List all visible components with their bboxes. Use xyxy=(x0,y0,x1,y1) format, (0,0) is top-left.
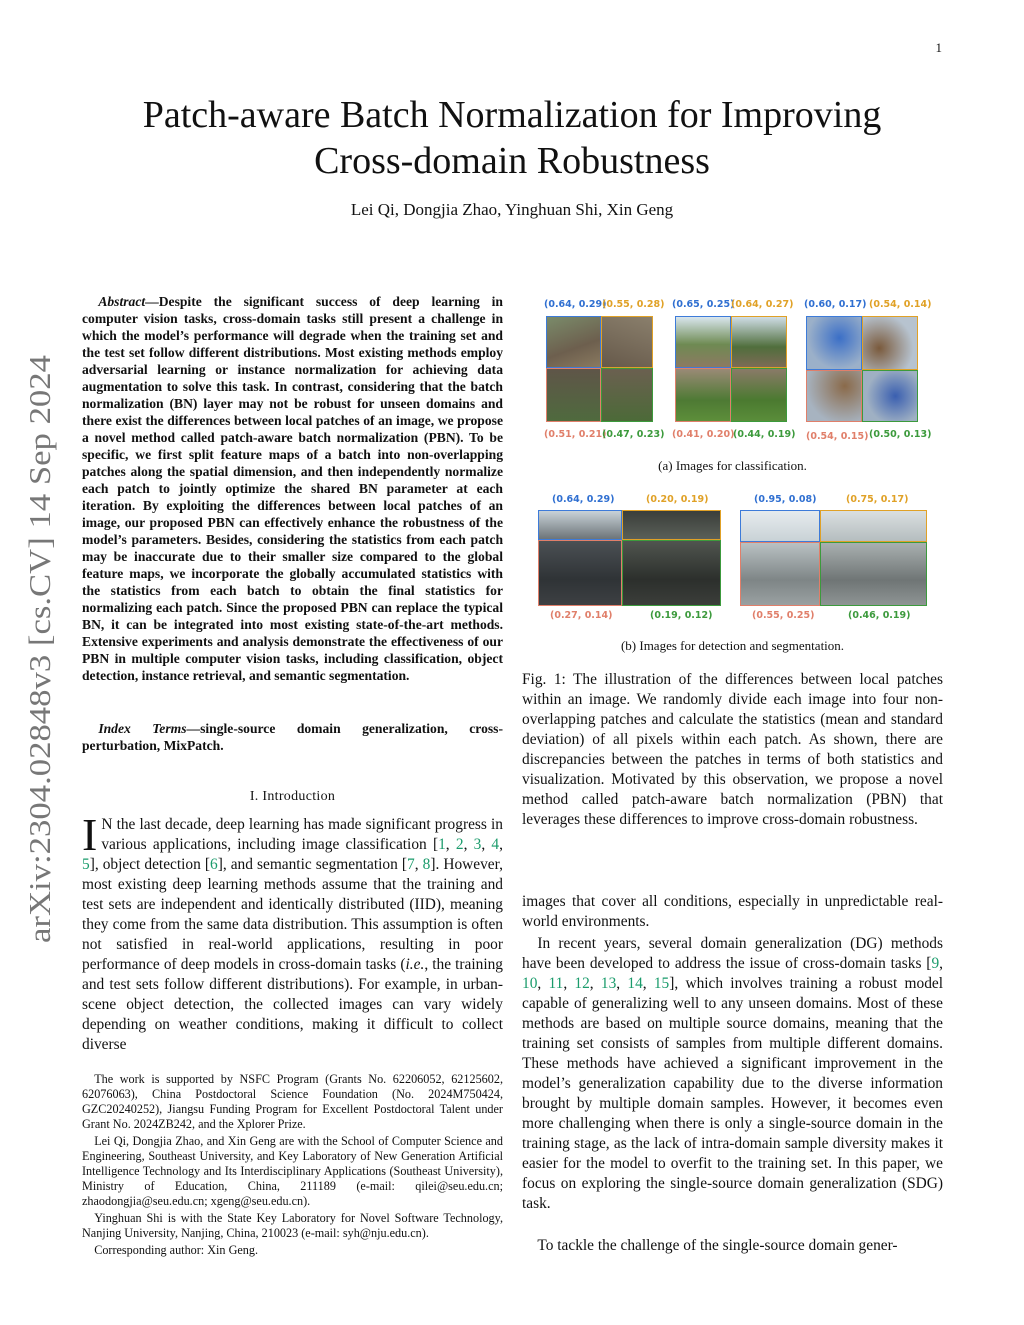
abstract xyxy=(82,293,503,684)
patch-stat: (0.64, 0.29) xyxy=(544,299,607,310)
right-paragraph-2: In recent years, several domain generalization (DG) methods have been developed to address the issue of cross-domain tasks [9, 10, 11, 12, 13, 14, 15], which involves training a robust model capable of generalizing well to any unseen domains. Most of these methods are based on multiple source domains, meaning that the training set consists of samples from multiple different domains. These methods have achieved a significant improvement in the model’s generalization capability due to the diverse information brought by multiple domain samples. However, it becomes even more challenging when there is only a single-source domain in the training stage, as the lack of intra-domain sample diversity makes it easier for the model to overfit to the training set. In this paper, we focus on exploring the single-source domain generalization (SDG) task. xyxy=(522,935,944,1212)
title-line-1: Patch-aware Batch Normalization for Improving xyxy=(142,94,882,136)
citation-link[interactable]: 10 xyxy=(522,975,538,992)
patch-tile xyxy=(820,510,927,542)
patch-stat: (0.54, 0.14) xyxy=(869,299,932,310)
authors: Lei Qi, Dongjia Zhao, Yinghuan Shi, Xin Geng xyxy=(350,200,674,219)
right-paragraph-3: To tackle the challenge of the single-source domain gener- xyxy=(537,1237,898,1254)
arxiv-stamp xyxy=(8,355,63,945)
title-line-2: Cross-domain Robustness xyxy=(314,140,710,182)
patch-stat: (0.27, 0.14) xyxy=(550,610,613,621)
figure-1b xyxy=(522,490,943,625)
figure-1a-caption: (a) Images for classification. xyxy=(658,458,807,473)
patch-stat: (0.51, 0.21) xyxy=(544,429,607,440)
citation-link[interactable]: 5 xyxy=(82,856,90,873)
index-terms-label: Index Terms xyxy=(98,721,187,736)
patch-tile xyxy=(731,316,787,368)
figure-1b-caption: (b) Images for detection and segmentation. xyxy=(620,638,845,653)
patch-tile xyxy=(546,368,601,422)
patch-stat: (0.60, 0.17) xyxy=(804,299,867,310)
citation-link[interactable]: 1 xyxy=(438,836,446,853)
right-paragraph-1: images that cover all conditions, especially in unpredictable real-world environments. xyxy=(522,893,943,930)
citation-link[interactable]: 4 xyxy=(491,836,500,853)
paragraph-text: ], which involves training a robust model capable of generalizing well to any unseen domains. Most of these methods are based on multiple source domains, meaning that the training set consists of samples from multiple different domains. These methods have achieved a significant improvement in the model’s generalization capability due to the diverse information brought by multiple domain samples. However, it becomes even more challenging when there is only a single-source domain in the training stage, as the lack of intra-domain sample diversity makes it easier for the model to overfit to the training set. In this paper, we focus on exploring the single-source domain generalization (SDG) task. xyxy=(522,975,944,1212)
citation-link[interactable]: 15 xyxy=(653,975,670,992)
citation-link[interactable]: 2 xyxy=(455,836,464,853)
patch-tile xyxy=(601,316,653,368)
patch-stat: (0.50, 0.13) xyxy=(869,429,932,440)
patch-tile xyxy=(820,542,927,606)
citation-link[interactable]: 14 xyxy=(627,975,643,992)
patch-stat: (0.55, 0.25) xyxy=(752,610,815,621)
index-terms-text: —single-source domain generalization, cross-perturbation, MixPatch. xyxy=(82,721,503,753)
patch-tile xyxy=(538,510,622,540)
patch-stat: (0.19, 0.12) xyxy=(650,610,713,621)
patch-stat: (0.44, 0.19) xyxy=(733,429,796,440)
patch-tile xyxy=(538,540,622,606)
intro-text: ], and semantic segmentation [ xyxy=(217,856,407,873)
patch-tile xyxy=(806,316,862,370)
patch-stat: (0.41, 0.20) xyxy=(672,429,735,440)
intro-paragraph: I N the last decade, deep learning has made significant progress in various applications, including image classification [1, 2, 3, 4, 5], object detection [6], and semantic segmentation [7, 8]. However, most existing deep learning methods assume that the training and test sets are independent and identically distributed (IID), meaning they come from the same data distribution. This assumption is often not satisfied in real-world applications, resulting in poor performance of deep models in cross-domain tasks (i.e., the training and test sets follow different distributions). For example, in urban-scene object detection, the collected images can vary widely depending on weather conditions, making it difficult to collect diverse xyxy=(82,809,504,1053)
citation-link[interactable]: 13 xyxy=(600,975,617,992)
citation-link[interactable]: 9 xyxy=(931,955,940,972)
patch-tile xyxy=(731,368,787,422)
patch-tile xyxy=(622,540,721,606)
paragraph-text: In recent years, several domain generalization (DG) methods have been developed to address the issue of cross-domain tasks [ xyxy=(522,935,943,972)
index-terms xyxy=(82,720,503,754)
intro-text: ]. However, most existing deep learning methods assume that the training and test sets are independent and identically distributed (IID), meaning they come from the same data distribution. This assumption is often not satisfied in real-world applications, resulting in poor performance of deep models in cross-domain tasks ( xyxy=(82,856,503,973)
citation-link[interactable]: 6 xyxy=(209,856,218,873)
arxiv-stamp-text: arXiv:2304.02848v3 [cs.CV] 14 Sep 2024 xyxy=(22,417,57,943)
figure-1a xyxy=(522,296,943,446)
citation-link[interactable]: 12 xyxy=(574,975,590,992)
patch-stat: (0.46, 0.19) xyxy=(848,610,911,621)
patch-stat: (0.65, 0.25) xyxy=(672,299,735,310)
patch-stat: (0.55, 0.28) xyxy=(602,299,665,310)
patch-tile xyxy=(675,316,731,368)
footnotes xyxy=(82,1072,503,1260)
citation-link[interactable]: 3 xyxy=(473,836,482,853)
patch-tile xyxy=(740,510,820,542)
patch-tile xyxy=(862,316,918,370)
citation-link[interactable]: 11 xyxy=(548,975,564,992)
intro-text: , the training and test sets follow different distributions). For example, in urban-scene object detection, the collected images can vary widely depending on weather conditions, making it difficult to collect diverse xyxy=(82,956,504,1053)
footnote-affiliation-2: Yinghuan Shi is with the State Key Laboratory for Novel Software Technology, Nanjing University, Nanjing, China, 210023 (e-mail: syh@nju.edu.cn). xyxy=(82,1211,503,1240)
patch-tile xyxy=(862,370,918,422)
intro-text: ], object detection [ xyxy=(89,856,210,873)
citation-link[interactable]: 7 xyxy=(407,856,415,873)
dropcap: I xyxy=(82,809,98,860)
patch-stat: (0.64, 0.27) xyxy=(731,299,794,310)
patch-tile xyxy=(740,542,820,606)
patch-stat: (0.75, 0.17) xyxy=(846,494,909,505)
detection-image-urban xyxy=(536,490,736,625)
intro-text: i.e. xyxy=(405,956,425,973)
patch-tile xyxy=(806,370,862,422)
paper-title xyxy=(80,92,944,184)
page-number: 1 xyxy=(935,40,942,55)
abstract-text: —Despite the significant success of deep learning in computer vision tasks, cross-domain tasks still present a challenge in which the model’s performance will degrade when the training set and the test set follow different distributions. Most existing methods employ adversarial learning or instance normalization for achieving data augmentation to solve this task. In contrast, considering that the batch normalization (BN) layer may not be robust for unseen domains and there exist the differences between local patches of an image, we propose a novel method called patch-aware batch normalization (PBN). To be specific, we first split feature maps of a batch into non-overlapping patches along the spatial dimension, and then independently normalize each patch to jointly optimize the shared BN parameter at each iteration. By exploiting the differences between local patches of an image, our proposed PBN can effectively enhance the robustness of the model’s parameters. Besides, considering the statistics from each patch may be inaccurate due to their smaller size compared to the global feature maps, we incorporate the globally accumulated statistics with the statistics from each batch to obtain the final statistics for normalizing each patch. Since the proposed PBN can replace the typical BN, it can be integrated into most existing state-of-the-art methods. Extensive experiments and analysis demonstrate the effectiveness of our PBN in multiple computer vision tasks, including classification, object detection, instance retrieval, and semantic segmentation. xyxy=(82,294,503,683)
patch-stat: (0.64, 0.29) xyxy=(552,494,615,505)
figure-1-caption: Fig. 1: The illustration of the differences between local patches within an image. We randomly divide each image into four non-overlapping patches and calculate the statistics (mean and standard deviation) of all pixels within each patch. As shown, there are discrepancies between the patches in terms of both statistics and visualization. Motivated by this observation, we propose a novel method called patch-aware batch normalization (PBN) that leverages these differences to improve cross-domain robustness. xyxy=(522,671,943,828)
abstract-label: Abstract xyxy=(98,294,146,309)
footnote-funding: The work is supported by NSFC Program (Grants No. 62206052, 62125602, 62076063), China Postdoctoral Science Foundation (No. 2024M750424, GZC20240252), Jiangsu Funding Program for Excellent Postdoctoral Talent under Grant No. 2024ZB242, and the Xplorer Prize. xyxy=(82,1072,503,1131)
classification-image-house xyxy=(670,296,798,446)
detection-image-foggy xyxy=(736,490,932,625)
patch-tile xyxy=(675,368,731,422)
patch-stat: (0.54, 0.15) xyxy=(806,431,869,442)
patch-stat: (0.20, 0.19) xyxy=(646,494,709,505)
classification-image-elephant xyxy=(544,296,665,446)
patch-tile xyxy=(601,368,653,422)
section-heading: I. Introduction xyxy=(249,789,336,804)
citation-link[interactable]: 8 xyxy=(422,856,431,873)
patch-tile xyxy=(622,510,721,540)
footnote-corresponding: Corresponding author: Xin Geng. xyxy=(94,1243,259,1257)
patch-stat: (0.47, 0.23) xyxy=(602,429,665,440)
patch-tile xyxy=(546,316,601,368)
intro-text: N the last decade, deep learning has made significant progress in various applications, including image classification [ xyxy=(101,816,503,853)
classification-image-dog xyxy=(804,296,934,446)
footnote-affiliation: Lei Qi, Dongjia Zhao, and Xin Geng are with the School of Computer Science and Engineering, Southeast University, and Key Laboratory of New Generation Artificial Intelligence Technology and Its Interdisciplinary Applications (Southeast University), Ministry of Education, China, 211189 (e-mail: qilei@seu.edu.cn; zhaodongjia@seu.edu.cn; xgeng@seu.edu.cn). xyxy=(82,1134,503,1208)
patch-stat: (0.95, 0.08) xyxy=(754,494,817,505)
